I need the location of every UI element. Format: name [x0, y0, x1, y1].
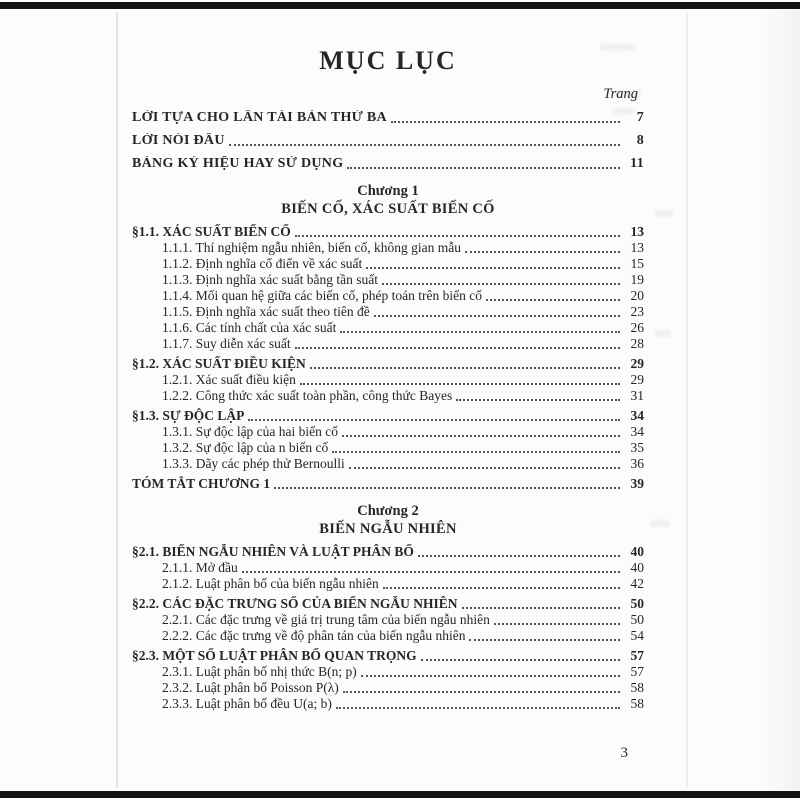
toc-entry-page: 35	[630, 440, 644, 455]
dot-leader	[465, 251, 620, 253]
dot-leader	[456, 399, 620, 401]
toc-entry-label: 2.3.2. Luật phân bố Poisson P(λ)	[162, 680, 339, 695]
toc-entry	[132, 372, 644, 388]
toc-entry-label: 1.3.1. Sự độc lập của hai biến cố	[162, 424, 339, 439]
dot-leader	[229, 144, 620, 146]
toc-entry	[132, 320, 644, 336]
dot-leader	[382, 283, 620, 285]
toc-entry-label: 1.1.1. Thí nghiệm ngẫu nhiên, biến cố, không gian mẫu	[162, 240, 461, 255]
toc-entry-page: 28	[630, 336, 644, 351]
toc-entry	[132, 544, 644, 560]
page-edge-shadow	[760, 10, 800, 790]
toc-entry	[132, 272, 644, 288]
toc-entry-page: 57	[630, 648, 644, 663]
dot-leader	[418, 555, 620, 557]
footer-page-number: 3	[620, 745, 628, 761]
toc-entry	[132, 408, 644, 424]
toc-entry-label: 1.1.3. Định nghĩa xác suất bằng tần suất	[162, 272, 378, 287]
page-title: MỤC LỤC	[319, 46, 457, 75]
toc-entry	[132, 628, 644, 644]
toc-entry-page: 15	[630, 256, 644, 271]
toc-entry-page: 50	[630, 596, 644, 611]
dot-leader	[361, 675, 620, 677]
toc-page	[132, 46, 644, 712]
toc-entry	[132, 304, 644, 320]
toc-entry-page: 58	[630, 680, 644, 695]
toc-entry	[132, 476, 644, 492]
dot-leader	[332, 451, 620, 453]
toc-entry-page: 19	[630, 272, 644, 287]
toc-entry-page: 57	[630, 664, 644, 679]
table-of-contents	[132, 110, 644, 712]
toc-entry-page: 42	[630, 576, 644, 591]
toc-entry-label: §2.2. CÁC ĐẶC TRƯNG SỐ CỦA BIẾN NGẪU NHIÊN	[132, 596, 458, 611]
dot-leader	[342, 435, 620, 437]
dot-leader	[462, 607, 620, 609]
dot-leader	[366, 267, 620, 269]
toc-entry-page: 13	[630, 240, 644, 255]
chapter-title: BIẾN CỐ, XÁC SUẤT BIẾN CỐ	[281, 201, 495, 217]
dot-leader	[391, 121, 620, 123]
toc-entry-label: 2.2.2. Các đặc trưng về độ phân tán của biến ngẫu nhiên	[162, 628, 466, 643]
toc-entry	[132, 133, 644, 149]
dot-leader	[494, 623, 620, 625]
dot-leader	[347, 167, 620, 169]
dot-leader	[300, 383, 620, 385]
toc-entry	[132, 240, 644, 256]
toc-entry	[132, 440, 644, 456]
toc-entry	[132, 680, 644, 696]
dot-leader	[248, 419, 620, 421]
toc-entry-label: 1.1.4. Mối quan hệ giữa các biến cố, phép toán trên biến cố	[162, 288, 482, 303]
toc-entry-label: BẢNG KÝ HIỆU HAY SỬ DỤNG	[132, 156, 344, 171]
chapter-heading	[132, 182, 644, 218]
toc-entry	[132, 648, 644, 664]
toc-entry-label: 2.2.1. Các đặc trưng về giá trị trung tâm của biến ngẫu nhiên	[162, 612, 490, 627]
dot-leader	[340, 331, 620, 333]
toc-entry	[132, 696, 644, 712]
dot-leader	[295, 347, 620, 349]
toc-entry-label: 1.2.1. Xác suất điều kiện	[162, 372, 296, 387]
chapter-number: Chương 2	[357, 503, 419, 519]
dot-leader	[421, 659, 620, 661]
toc-entry-page: 29	[630, 372, 644, 387]
toc-entry-label: 1.1.6. Các tính chất của xác suất	[162, 320, 337, 335]
toc-entry-page: 7	[636, 110, 644, 125]
scan-edge-bottom	[0, 791, 800, 798]
dot-leader	[374, 315, 620, 317]
toc-entry-page: 13	[630, 224, 644, 239]
toc-entry-page: 31	[630, 388, 644, 403]
toc-entry-page: 20	[630, 288, 644, 303]
toc-entry-label: §2.3. MỘT SỐ LUẬT PHÂN BỐ QUAN TRỌNG	[132, 648, 417, 663]
toc-entry-label: 1.1.7. Suy diễn xác suất	[162, 336, 291, 351]
toc-entry-page: 58	[630, 696, 644, 711]
toc-entry-page: 29	[630, 356, 644, 371]
toc-entry	[132, 560, 644, 576]
toc-entry-page: 50	[630, 612, 644, 627]
toc-entry-label: 1.3.3. Dãy các phép thử Bernoulli	[162, 456, 345, 471]
toc-entry-page: 39	[630, 476, 644, 491]
toc-entry	[132, 224, 644, 240]
dot-leader	[343, 691, 620, 693]
toc-entry-page: 34	[630, 408, 644, 423]
dot-leader	[295, 235, 620, 237]
bleed-through-artifact	[655, 330, 671, 337]
toc-entry-label: TÓM TẮT CHƯƠNG 1	[132, 476, 271, 491]
dot-leader	[310, 367, 620, 369]
toc-entry-label: 2.3.3. Luật phân bố đều U(a; b)	[162, 696, 332, 711]
toc-entry	[132, 110, 644, 126]
toc-entry-label: 2.1.2. Luật phân bố của biến ngẫu nhiên	[162, 576, 379, 591]
toc-entry	[132, 456, 644, 472]
toc-entry-page: 11	[630, 156, 644, 171]
toc-entry-page: 23	[630, 304, 644, 319]
toc-entry-label: 1.2.2. Công thức xác suất toàn phần, công thức Bayes	[162, 388, 453, 403]
toc-entry	[132, 156, 644, 172]
chapter-heading	[132, 502, 644, 538]
toc-entry-page: 40	[630, 544, 644, 559]
chapter-number: Chương 1	[357, 183, 419, 199]
dot-leader	[336, 707, 620, 709]
toc-entry-label: §1.1. XÁC SUẤT BIẾN CỐ	[132, 224, 291, 239]
dot-leader	[469, 639, 620, 641]
toc-entry-page: 54	[630, 628, 644, 643]
toc-entry-label: 1.1.2. Định nghĩa cổ điển về xác suất	[162, 256, 363, 271]
toc-entry-page: 36	[630, 456, 644, 471]
toc-entry-page: 8	[636, 133, 644, 148]
toc-entry	[132, 576, 644, 592]
toc-entry	[132, 612, 644, 628]
toc-entry	[132, 288, 644, 304]
toc-entry-label: §1.2. XÁC SUẤT ĐIỀU KIỆN	[132, 356, 306, 371]
toc-entry-page: 34	[630, 424, 644, 439]
page-column-header: Trang	[603, 86, 638, 102]
toc-entry-page: 40	[630, 560, 644, 575]
toc-entry	[132, 388, 644, 404]
toc-entry-label: §1.3. SỰ ĐỘC LẬP	[132, 408, 245, 423]
toc-entry-page: 26	[630, 320, 644, 335]
dot-leader	[383, 587, 620, 589]
bleed-through-artifact	[650, 520, 670, 527]
page-fold-line-right	[686, 12, 688, 788]
toc-entry-label: LỜI NÓI ĐẦU	[132, 133, 225, 148]
toc-entry-label: 2.1.1. Mở đầu	[162, 560, 238, 575]
toc-entry	[132, 596, 644, 612]
toc-entry	[132, 664, 644, 680]
toc-entry	[132, 256, 644, 272]
toc-entry-label: 1.3.2. Sự độc lập của n biến cố	[162, 440, 329, 455]
dot-leader	[486, 299, 620, 301]
toc-entry-label: LỜI TỰA CHO LẦN TÁI BẢN THỨ BA	[132, 110, 387, 125]
toc-entry-label: §2.1. BIẾN NGẪU NHIÊN VÀ LUẬT PHÂN BỐ	[132, 544, 414, 559]
dot-leader	[274, 487, 620, 489]
bleed-through-artifact	[655, 210, 673, 217]
scan-edge-top	[0, 2, 800, 9]
toc-entry	[132, 336, 644, 352]
page-fold-line-left	[116, 12, 118, 788]
toc-entry-label: 1.1.5. Định nghĩa xác suất theo tiên đề	[162, 304, 370, 319]
dot-leader	[242, 571, 620, 573]
toc-entry	[132, 424, 644, 440]
toc-entry-label: 2.3.1. Luật phân bố nhị thức B(n; p)	[162, 664, 357, 679]
toc-entry	[132, 356, 644, 372]
dot-leader	[349, 467, 620, 469]
chapter-title: BIẾN NGẪU NHIÊN	[319, 521, 457, 537]
